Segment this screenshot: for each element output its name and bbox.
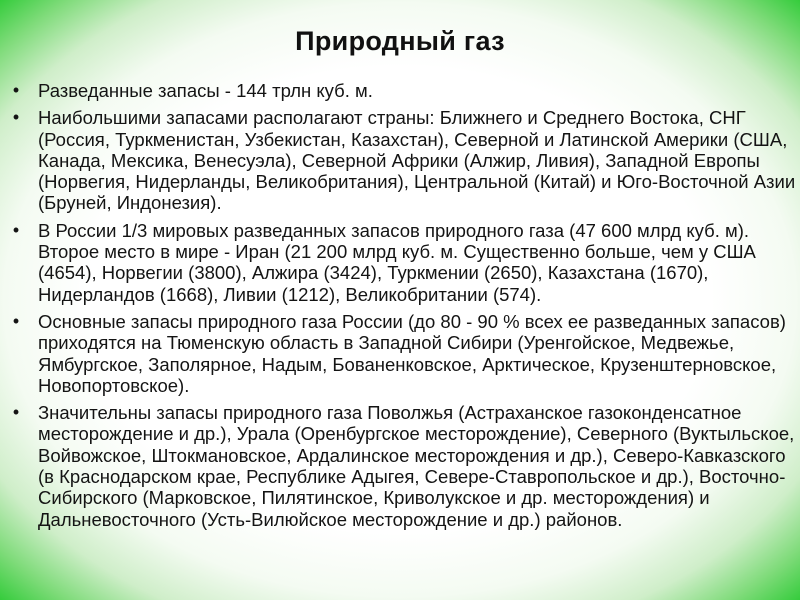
bullet-item-largest-holders [6,107,796,213]
bullet-marker: • [12,310,20,331]
bullet-marker: • [12,402,20,423]
bullet-text: В России 1/3 мировых разведанных запасов природного газа (47 600 млрд куб. м). Второе место в мире - Иран (21 200 млрд куб. м. Существенно больше, чем у США (4654), Норвегии (3800), Алжира (3424), Туркмении (2650), Казахстана (1670), Нидерландов (1668), Ливии (1212), Великобритании (574). [38,219,756,305]
bullet-text: Значительны запасы природного газа Поволжья (Астраханское газоконденсатное месторождение и др.), Урала (Оренбургское месторождение), Северного (Вуктыльское, Войвожское, Штокмановское, Ардалинское месторождения и др.), Северо-Кавказского (в Краснодарском крае, Республике Адыгея, Севере-Ставропольское и др.), Восточно-Сибирского (Марковское, Пилятинское, Криволукское и др. месторождения) и Дальневосточного (Усть-Вилюйское месторождение и др.) районов. [38,402,795,530]
bullet-item-west-siberia [6,311,796,396]
slide-title: Природный газ [295,26,505,56]
bullet-text: Наибольшими запасами располагают страны: Ближнего и Среднего Востока, СНГ (Россия, Туркменистан, Узбекистан, Казахстан), Северной и Латинской Америки (США, Канада, Мексика, Венесуэла), Северной Африки (Алжир, Ливия), Западной Европы (Норвегия, Нидерланды, Великобритания), Центральной (Китай) и Юго-Восточной Азии (Бруней, Индонезия). [38,107,796,214]
bullet-marker: • [12,219,20,240]
bullet-item-russia-share [6,220,796,305]
bullet-item-reserves [6,80,796,101]
bullet-item-other-regions [6,402,796,530]
bullet-text: Разведанные запасы - 144 трлн куб. м. [38,80,373,101]
bullet-list [6,80,796,536]
bullet-text: Основные запасы природного газа России (до 80 - 90 % всех ее разведанных запасов) приходятся на Тюменскую область в Западной Сибири (Уренгойское, Медвежье, Ямбургское, Заполярное, Надым, Бованенковское, Арктическое, Крузенштерновское, Новопортовское). [38,310,786,396]
bullet-marker: • [12,80,20,100]
bullet-marker: • [12,107,20,128]
